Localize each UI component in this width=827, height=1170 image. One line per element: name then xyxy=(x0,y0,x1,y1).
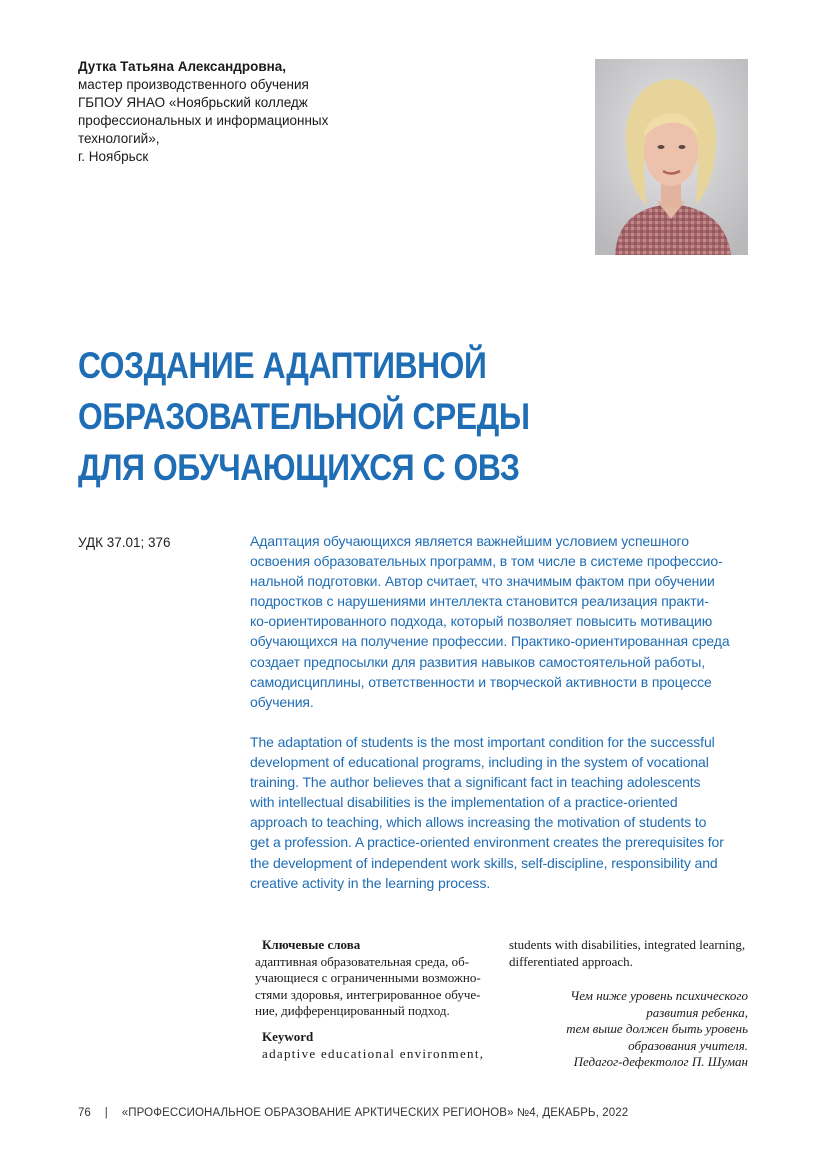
author-name: Дутка Татьяна Александровна, xyxy=(78,59,287,74)
abstract-line: the development of independent work skills, self-discipline, responsibility and xyxy=(250,854,718,871)
article-title xyxy=(78,340,680,493)
page-number: 76 xyxy=(78,1107,91,1119)
epigraph-line: тем выше должен быть уровень xyxy=(566,1021,748,1037)
abstract-line: get a profession. A practice-oriented environment creates the prerequisites for xyxy=(250,834,724,851)
abstract-english xyxy=(250,732,750,893)
keywords-line: ние, дифференцированный подход. xyxy=(255,1003,450,1019)
abstract-line: with intellectual disabilities is the implementation of a practice-oriented xyxy=(250,794,678,811)
keywords-heading-english: Keyword xyxy=(262,1028,314,1044)
abstract-line: creative activity in the learning process. xyxy=(250,874,491,891)
udk-code: УДК 37.01; 376 xyxy=(78,535,171,550)
article-title-line: ОБРАЗОВАТЕЛЬНОЙ СРЕДЫ xyxy=(78,396,530,437)
journal-name: «ПРОФЕССИОНАЛЬНОЕ ОБРАЗОВАНИЕ АРКТИЧЕСКИХ РЕГИОНОВ» №4, ДЕКАБРЬ, 2022 xyxy=(121,1107,629,1119)
abstract-line: самодисциплины, ответственности и творческой активности в процессе xyxy=(250,673,712,690)
abstract-line: обучения. xyxy=(250,693,314,710)
abstract-line: ко-ориентированного подхода, который позволяет повысить мотивацию xyxy=(250,613,713,630)
keywords-english-continued: differentiated approach. xyxy=(509,953,633,969)
keywords-russian xyxy=(255,953,497,1020)
abstract-russian xyxy=(250,531,750,712)
keywords-english-continued: students with disabilities, integrated learning, xyxy=(509,937,746,952)
page-footer xyxy=(78,1107,628,1119)
author-affiliation-line: ГБПОУ ЯНАО «Ноябрьский колледж xyxy=(78,95,308,110)
epigraph-line: образования учителя. xyxy=(628,1037,748,1053)
author-affiliation-line: технологий», xyxy=(78,131,160,146)
epigraph-attribution: Педагог-дефектолог П. Шуман xyxy=(573,1054,748,1070)
keywords-line: стями здоровья, интегрированное обуче- xyxy=(255,986,481,1002)
author-affiliation-line: профессиональных и информационных xyxy=(78,113,329,128)
abstract-line: создает предпосылки для развития навыков самостоятельной работы, xyxy=(250,653,706,670)
keywords-heading-russian: Ключевые слова xyxy=(262,937,361,952)
abstract-line: The adaptation of students is the most important condition for the successful xyxy=(250,734,715,750)
abstract-line: обучающихся на получение профессии. Практико-ориентированная среда xyxy=(250,633,730,650)
abstract-line: training. The author believes that a significant fact in teaching adolescents xyxy=(250,774,701,791)
epigraph xyxy=(566,988,748,1071)
epigraph-line: Чем ниже уровень психического xyxy=(570,988,748,1003)
keywords-column-right xyxy=(509,937,749,970)
epigraph-line: развития ребенка, xyxy=(646,1004,748,1020)
footer-separator: | xyxy=(104,1107,108,1119)
article-title-line: ДЛЯ ОБУЧАЮЩИХСЯ С ОВЗ xyxy=(78,447,520,488)
abstract-line: development of educational programs, including in the system of vocational xyxy=(250,754,709,771)
keywords-column-left xyxy=(255,937,497,1062)
author-photo xyxy=(595,59,748,255)
abstract-line: освоения образовательных программ, в том числе в системе профессио- xyxy=(250,553,723,570)
abstract-line: нальной подготовки. Автор считает, что значимым фактом при обучении xyxy=(250,573,715,590)
abstract-line: approach to teaching, which allows increasing the motivation of students to xyxy=(250,814,707,831)
author-affiliation-line: мастер производственного обучения xyxy=(78,77,309,92)
author-city: г. Ноябрьск xyxy=(78,149,149,164)
author-portrait-image xyxy=(595,59,748,255)
keywords-line: адаптивная образовательная среда, об- xyxy=(255,953,470,969)
abstract-line: Адаптация обучающихся является важнейшим условием успешного xyxy=(250,533,689,549)
article-title-line: СОЗДАНИЕ АДАПТИВНОЙ xyxy=(78,345,487,386)
keywords-line: учающиеся с ограниченными возможно- xyxy=(255,970,481,986)
author-block xyxy=(78,58,478,166)
abstract-line: подростков с нарушениями интеллекта становится реализация практи- xyxy=(250,593,709,610)
keywords-english-line: adaptive educational environment, xyxy=(262,1045,485,1061)
